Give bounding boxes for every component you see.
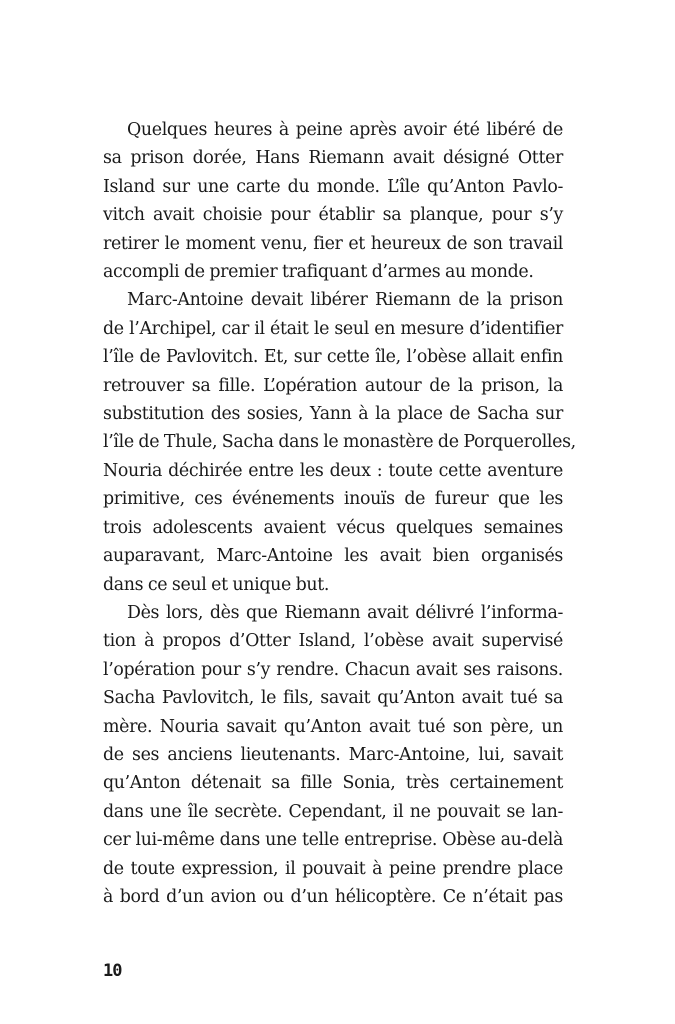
text-line: retirer le moment venu, fier et heureux de son travail (103, 233, 563, 254)
text-line: accompli de premier trafiquant d’armes au monde. (103, 262, 534, 283)
text-line: dans ce seul et unique but. (103, 574, 330, 595)
paragraph-2 (103, 286, 576, 598)
text-line: de ses anciens lieutenants. Marc-Antoine, lui, savait (103, 744, 563, 765)
text-line: cer lui-même dans une telle entreprise. Obèse au-delà (103, 830, 563, 851)
text-line: trois adolescents avaient vécus quelques semaines (103, 517, 563, 538)
text-line: l’opération pour s’y rendre. Chacun avait ses raisons. (103, 659, 563, 680)
paragraph-3 (103, 599, 563, 911)
text-line: Marc-Antoine devait libérer Riemann de la prison (127, 290, 563, 311)
text-line: vitch avait choisie pour établir sa planque, pour s’y (103, 205, 563, 226)
page-number: 10 (103, 961, 122, 981)
text-line: à bord d’un avion ou d’un hélicoptère. Ce n’était pas (103, 886, 563, 907)
text-line: tion à propos d’Otter Island, l’obèse avait supervisé (103, 631, 563, 652)
text-line: de toute expression, il pouvait à peine prendre place (103, 858, 563, 879)
text-line: Nouria déchirée entre les deux : toute cette aventure (103, 460, 563, 481)
text-line: Island sur une carte du monde. L’île qu’Anton Pavlo- (103, 176, 563, 197)
text-line: sa prison dorée, Hans Riemann avait désigné Otter (103, 148, 563, 169)
text-line: qu’Anton détenait sa fille Sonia, très certainement (103, 773, 563, 794)
text-line: dans une île secrète. Cependant, il ne pouvait se lan- (103, 801, 563, 822)
text-line: mère. Nouria savait qu’Anton avait tué son père, un (103, 716, 563, 737)
text-line: Dès lors, dès que Riemann avait délivré l’informa- (127, 602, 563, 623)
text-line: l’île de Pavlovitch. Et, sur cette île, l’obèse allait enfin (103, 347, 563, 368)
text-line: substitution des sosies, Yann à la place de Sacha sur (103, 404, 563, 425)
text-line: retrouver sa fille. L’opération autour de la prison, la (103, 375, 563, 396)
paragraph-1 (103, 116, 563, 286)
text-line: l’île de Thule, Sacha dans le monastère de Porquerolles, (103, 432, 576, 453)
text-line: de l’Archipel, car il était le seul en mesure d’identifier (103, 318, 563, 339)
text-line: primitive, ces événements inouïs de fureur que les (103, 489, 563, 510)
text-line: auparavant, Marc-Antoine les avait bien organisés (103, 546, 563, 567)
text-line: Sacha Pavlovitch, le fils, savait qu’Anton avait tué sa (103, 688, 563, 709)
text-line: Quelques heures à peine après avoir été libéré de (127, 120, 563, 140)
body-text (103, 116, 576, 911)
